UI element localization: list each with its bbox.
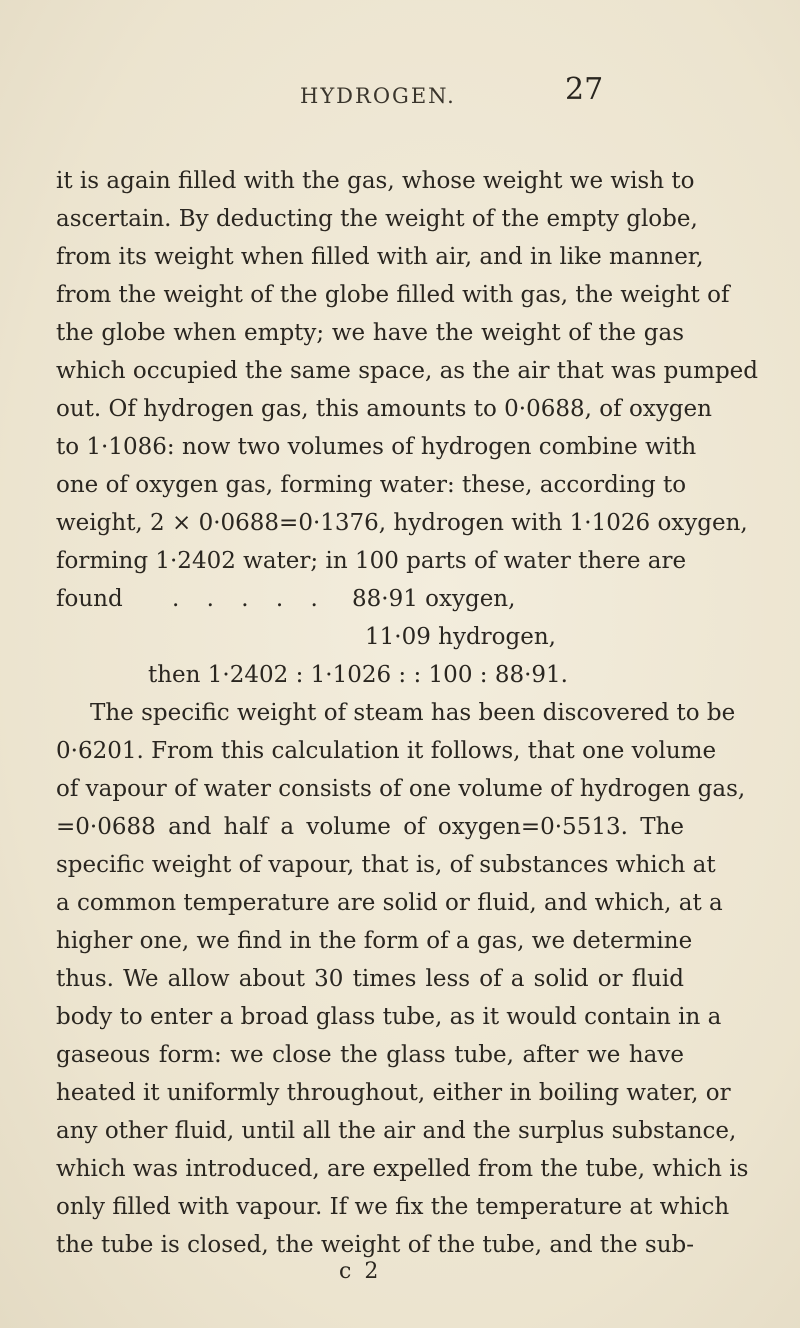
text-line: any other fluid, until all the air and the surplus substance,	[56, 1118, 737, 1144]
found-label: found	[56, 586, 123, 612]
text-line: of vapour of water consists of one volume of hydrogen gas,	[56, 776, 746, 802]
text-line: forming 1·2402 water; in 100 parts of water there are	[56, 548, 687, 574]
text-line: 0·6201. From this calculation it follows, that one volume	[56, 738, 717, 764]
text-line: from the weight of the globe filled with gas, the weight of	[56, 282, 730, 308]
text-line: only filled with vapour. If we fix the temperature at which	[56, 1194, 730, 1220]
signature-mark: c 2	[339, 1259, 382, 1284]
text-line: to 1·1086: now two volumes of hydrogen combine with	[56, 434, 697, 460]
text-line: specific weight of vapour, that is, of substances which at	[56, 852, 716, 878]
ratio-line: then 1·2402 : 1·1026 : : 100 : 88·91.	[148, 662, 568, 688]
text-line: out. Of hydrogen gas, this amounts to 0·0688, of oxygen	[56, 396, 712, 422]
text-line: the tube is closed, the weight of the tube, and the sub-	[56, 1232, 695, 1258]
text-line: from its weight when filled with air, and in like manner,	[56, 244, 704, 270]
text-line: thus. We allow about 30 times less of a solid or fluid	[56, 966, 684, 992]
text-line: one of oxygen gas, forming water: these, according to	[56, 472, 687, 498]
text-line: it is again filled with the gas, whose weight we wish to	[56, 168, 695, 194]
text-line: higher one, we find in the form of a gas, we determine	[56, 928, 693, 954]
text-line: which occupied the same space, as the air that was pumped	[56, 358, 759, 384]
text-line: The specific weight of steam has been discovered to be	[90, 700, 736, 726]
running-head: HYDROGEN.	[300, 84, 456, 108]
text-line: which was introduced, are expelled from the tube, which is	[56, 1156, 749, 1182]
oxygen-value: 88·91 oxygen,	[352, 586, 516, 612]
text-line: ascertain. By deducting the weight of the empty globe,	[56, 206, 698, 232]
text-line: body to enter a broad glass tube, as it would contain in a	[56, 1004, 722, 1030]
text-line: gaseous form: we close the glass tube, after we have	[56, 1042, 684, 1068]
hydrogen-value: 11·09 hydrogen,	[365, 624, 556, 650]
text-line: =0·0688 and half a volume of oxygen=0·5513. The	[56, 814, 684, 840]
text-line: the globe when empty; we have the weight of the gas	[56, 320, 684, 346]
text-line: a common temperature are solid or fluid, and which, at a	[56, 890, 723, 916]
text-line: weight, 2 × 0·0688=0·1376, hydrogen with 1·1026 oxygen,	[56, 510, 748, 536]
text-line: heated it uniformly throughout, either in boiling water, or	[56, 1080, 731, 1106]
leader-dots: . . . . .	[172, 586, 328, 612]
page-number: 27	[565, 72, 604, 107]
